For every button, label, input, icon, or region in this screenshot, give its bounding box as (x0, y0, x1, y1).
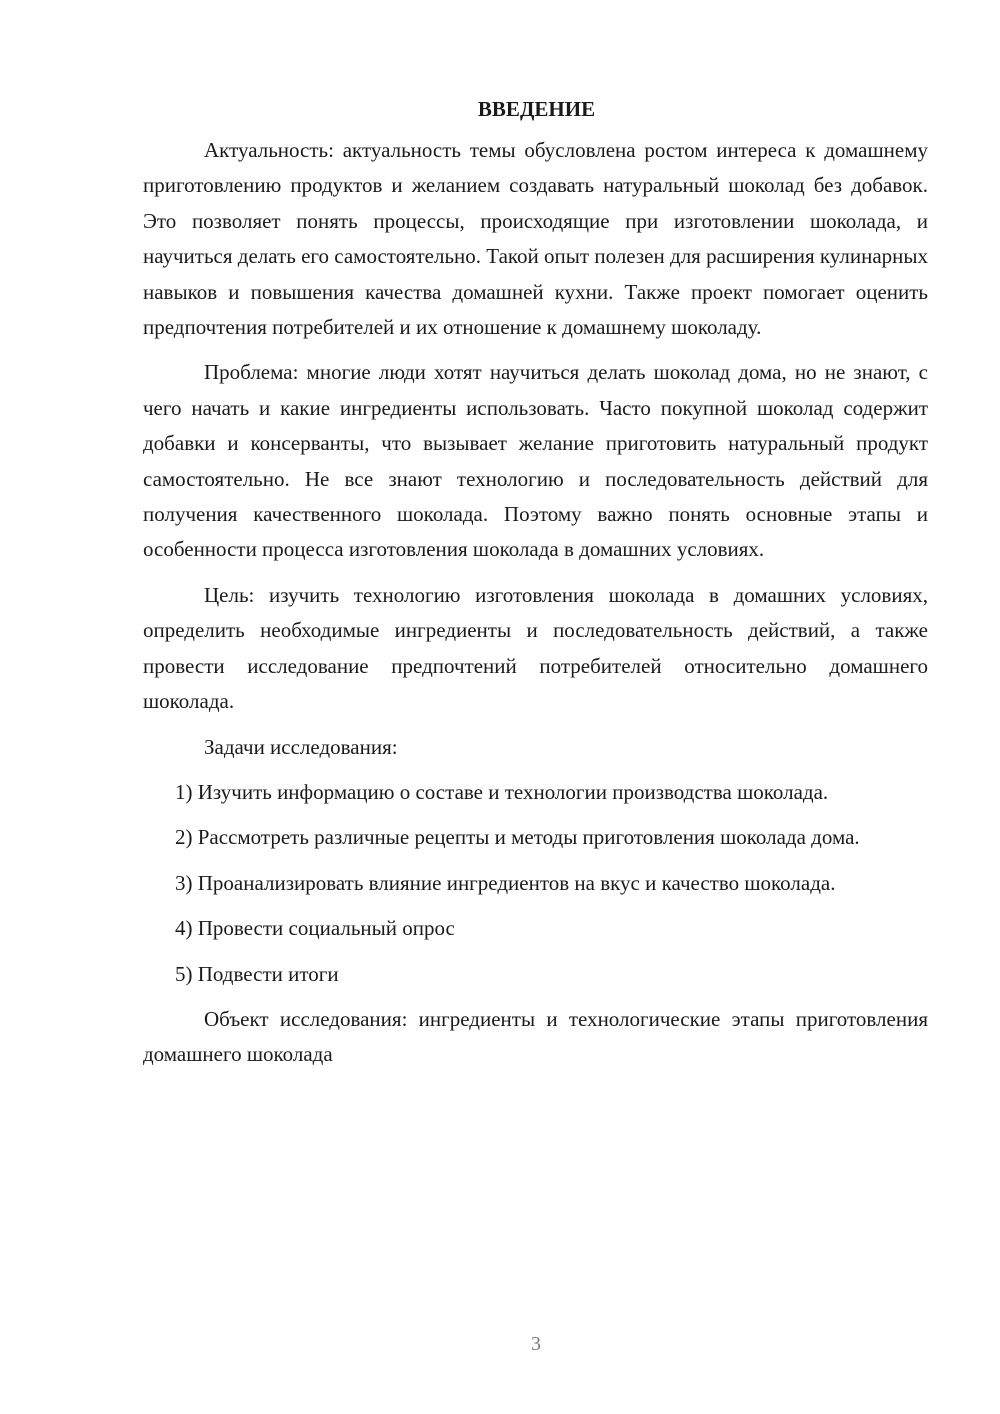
paragraph-object: Объект исследования: ингредиенты и технологические этапы приготовления домашнего шоколада (143, 1006, 928, 1067)
task-item: 3) Проанализировать влияние ингредиентов на вкус и качество шоколада. (175, 870, 836, 895)
paragraph-relevance: Актуальность: актуальность темы обусловлена ростом интереса к домашнему приготовлению продуктов и желанием создавать натуральный шоколад без добавок. Это позволяет понять процессы, происходящие при изготовлении шоколада, и научиться делать его самостоятельно. Такой опыт полезен для расширения кулинарных навыков и повышения качества домашней кухни. Также проект помогает оценить предпочтения потребителей и их отношение к домашнему шоколаду. (143, 138, 928, 340)
page-number: 3 (531, 1333, 541, 1355)
paragraph-goal: Цель: изучить технологию изготовления шоколада в домашних условиях, определить необходимые ингредиенты и последовательность действий, а также провести исследование предпочтений потребителей относительно домашнего шоколада. (143, 582, 928, 714)
task-item: 4) Провести социальный опрос (175, 916, 455, 941)
tasks-heading: Задачи исследования: (204, 734, 398, 759)
task-item: 1) Изучить информацию о составе и технологии производства шоколада. (175, 779, 829, 804)
document-page (143, 92, 928, 1073)
paragraph-problem: Проблема: многие люди хотят научиться делать шоколад дома, но не знают, с чего начать и какие ингредиенты использовать. Часто покупной шоколад содержит добавки и консерванты, что вызывает желание приготовить натуральный продукт самостоятельно. Не все знают технологию и последовательность действий для получения качественного шоколада. Поэтому важно понять основные этапы и особенности процесса изготовления шоколада в домашних условиях. (143, 360, 928, 562)
task-item: 2) Рассмотреть различные рецепты и методы приготовления шоколада дома. (175, 825, 860, 850)
task-item: 5) Подвести итоги (175, 961, 339, 986)
section-title: ВВЕДЕНИЕ (477, 97, 596, 121)
